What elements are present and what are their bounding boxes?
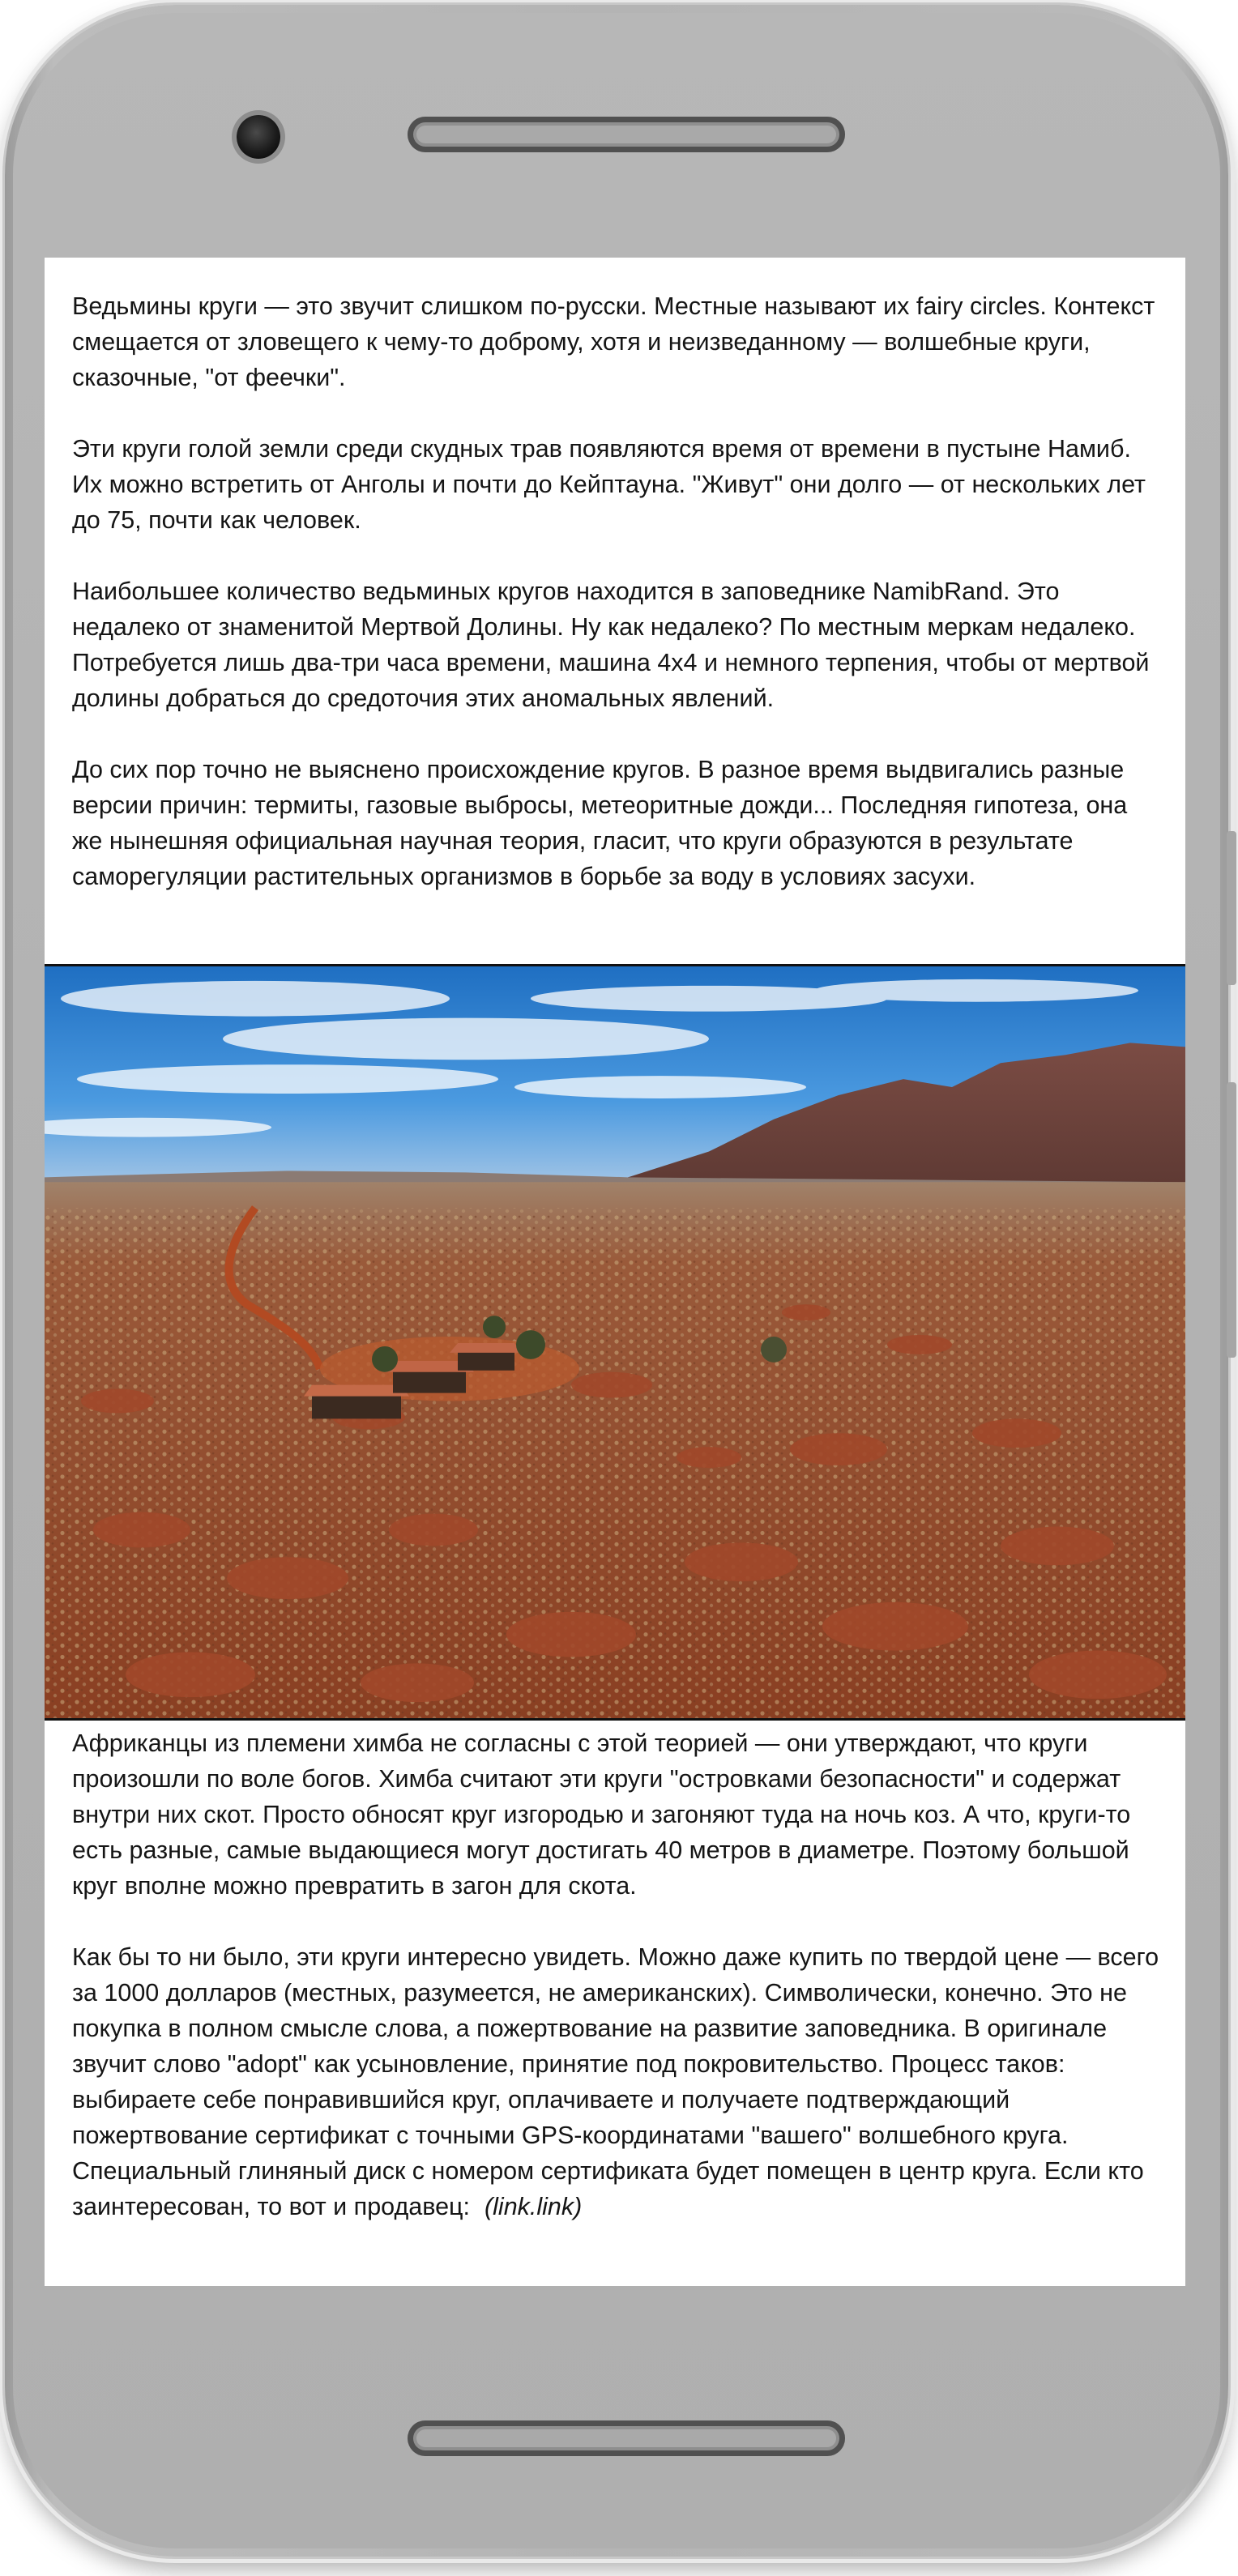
phone-screen[interactable] — [45, 258, 1185, 2286]
paragraph — [72, 1939, 1162, 2224]
front-camera-icon — [237, 115, 280, 159]
desert-landscape-image — [45, 966, 1185, 1718]
power-button — [1227, 831, 1236, 985]
volume-rocker — [1227, 1082, 1236, 1358]
seller-link[interactable]: (link.link) — [484, 2193, 583, 2220]
paragraph-text: Как бы то ни было, эти круги интересно увидеть. Можно даже купить по твердой цене — всего за 1000 долларов (местных, разумеется, не американских). Символически, конечно. Это не покупка в полном смысле слова, а пожертвование на развитие заповедника. В оригинале звучит слово "adopt" как усыновление, принятие под покровительство. Процесс таков: выбираете себе понравившийся круг, оплачиваете и получаете подтверждающий пожертвование сертификат с точными GPS-координатами "вашего" волшебного круга. Специальный глиняный диск с номером сертификата будет помещен в центр круга. Если кто заинтересован, то вот и продавец: — [72, 1943, 1159, 2220]
bottom-speaker — [408, 2420, 845, 2456]
paragraph: Эти круги голой земли среди скудных трав появляются время от времени в пустыне Намиб. Их можно встретить от Анголы и почти до Кейптауна. "Живут" они долго — от нескольких лет до 75, почти как человек. — [72, 435, 1146, 534]
article-bottom-text — [72, 1725, 1162, 2224]
article-top-text — [72, 288, 1162, 894]
paragraph: Наибольшее количество ведьминых кругов находится в заповеднике NamibRand. Это недалеко от знаменитой Мертвой Долины. Ну как недалеко? По местным меркам недалеко. Потребуется лишь два-три часа времени, машина 4x4 и немного терпения, чтобы от мертвой долины добраться до средоточия этих аномальных явлений. — [72, 578, 1150, 712]
paragraph: До сих пор точно не выяснено происхождение кругов. В разное время выдвигались разные версии причин: термиты, газовые выбросы, метеоритные дожди... Последняя гипотеза, она же нынешняя официальная научная теория, гласит, что круги образуются в результате саморегуляции растительных организмов в борьбе за воду в условиях засухи. — [72, 756, 1128, 890]
paragraph: Ведьмины круги — это звучит слишком по-русски. Местные называют их fairy circles. Контекст смещается от зловещего к чему-то доброму, хотя и неизведанному — волшебные круги, сказочные, "от феечки". — [72, 292, 1155, 391]
earpiece-speaker — [408, 117, 845, 152]
namib-desert-photo — [45, 964, 1185, 1721]
paragraph: Африканцы из племени химба не согласны с этой теорией — они утверждают, что круги произошли по воле богов. Химба считают эти круги "островками безопасности" и содержат внутри них скот. Просто обносят круг изгородью и загоняют туда на ночь коз. А что, круги-то есть разные, самые выдающиеся могут достигать 40 метров в диаметре. Поэтому большой круг вполне можно превратить в загон для скота. — [72, 1729, 1131, 1900]
